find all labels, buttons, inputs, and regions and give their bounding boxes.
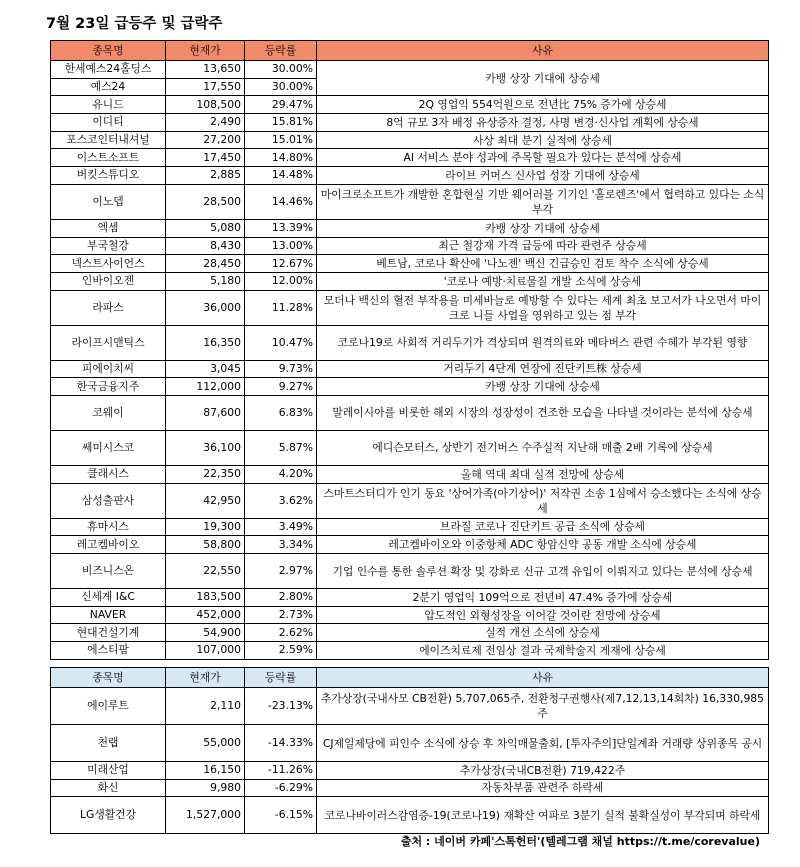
stock-name: 클래시스	[51, 465, 166, 483]
header-price: 현재가	[166, 668, 245, 688]
change-reason: 코로나바이러스감염증-19(코로나19) 재확산 여파로 3분기 실적 불확실성이 부각되며 하락세	[317, 797, 769, 834]
header-name: 종목명	[51, 41, 166, 61]
change-reason: 카뱅 상장 기대에 상승세	[317, 378, 769, 396]
change-rate: 9.27%	[245, 378, 317, 396]
gainers-table	[50, 40, 769, 660]
table-row	[51, 554, 769, 589]
stock-name: 화신	[51, 779, 166, 797]
table-row	[51, 219, 769, 237]
change-rate: 6.83%	[245, 395, 317, 430]
change-rate: 11.28%	[245, 290, 317, 325]
stock-price: 3,045	[166, 360, 245, 378]
change-reason: 실적 개선 소식에 상승세	[317, 624, 769, 642]
stock-price: 27,200	[166, 131, 245, 149]
stock-name: 부국철강	[51, 237, 166, 255]
page-title: 7월 23일 급등주 및 급락주	[46, 16, 223, 32]
table-row	[51, 624, 769, 642]
table-row	[51, 430, 769, 465]
change-rate: 4.20%	[245, 465, 317, 483]
header-rate: 등락률	[245, 41, 317, 61]
stock-name: 레고켐바이오	[51, 536, 166, 554]
change-reason: CJ제일제당에 피인수 소식에 상승 후 차익매물출회, [투자주의]단일계좌 거래량 상위종목 공시	[317, 725, 769, 762]
change-rate: 14.48%	[245, 167, 317, 185]
stock-name: 라파스	[51, 290, 166, 325]
change-reason: 에디슨모터스, 상반기 전기버스 수주실적 지난해 매출 2배 기록에 상승세	[317, 430, 769, 465]
change-reason: 에이즈치료제 전임상 결과 국제학술지 게재에 상승세	[317, 642, 769, 660]
change-reason: 올해 역대 최대 실적 전망에 상승세	[317, 465, 769, 483]
stock-price: 28,500	[166, 184, 245, 219]
change-rate: -6.15%	[245, 797, 317, 834]
stock-price: 19,300	[166, 518, 245, 536]
stock-price: 183,500	[166, 589, 245, 607]
stock-price: 55,000	[166, 725, 245, 762]
table-row	[51, 167, 769, 185]
change-reason: 2분기 영업익 109억으로 전년비 47.4% 증가에 상승세	[317, 589, 769, 607]
stock-name: 휴마시스	[51, 518, 166, 536]
change-rate: 14.46%	[245, 184, 317, 219]
stock-price: 108,500	[166, 96, 245, 114]
change-reason: 기업 인수를 통한 솔루션 확장 및 강화로 신규 고객 유입이 이뤄지고 있다는 분석에 상승세	[317, 554, 769, 589]
stock-price: 1,527,000	[166, 797, 245, 834]
change-rate: -14.33%	[245, 725, 317, 762]
change-reason: 카뱅 상장 기대에 상승세	[317, 61, 769, 96]
change-rate: 10.47%	[245, 325, 317, 360]
change-reason: 베트남, 코로나 확산에 '나노젠' 백신 긴급승인 검토 착수 소식에 상승세	[317, 255, 769, 273]
change-reason: 추가상장(국내CB전환) 719,422주	[317, 762, 769, 780]
table-row	[51, 96, 769, 114]
change-rate: 30.00%	[245, 61, 317, 79]
stock-name: 이노뎁	[51, 184, 166, 219]
change-rate: -6.29%	[245, 779, 317, 797]
stock-price: 5,080	[166, 219, 245, 237]
table-row	[51, 536, 769, 554]
stock-price: 9,980	[166, 779, 245, 797]
stock-price: 452,000	[166, 606, 245, 624]
change-reason: AI 서비스 분야 성과에 주목할 필요가 있다는 분석에 상승세	[317, 149, 769, 167]
table-row	[51, 237, 769, 255]
stock-name: 포스코인터내셔널	[51, 131, 166, 149]
stock-price: 58,800	[166, 536, 245, 554]
losers-table	[50, 667, 769, 834]
change-reason: 라이브 커머스 신사업 성장 기대에 상승세	[317, 167, 769, 185]
change-reason: 2Q 영업익 554억원으로 전년比 75% 증가에 상승세	[317, 96, 769, 114]
table-row	[51, 325, 769, 360]
stock-price: 2,110	[166, 688, 245, 725]
stock-price: 87,600	[166, 395, 245, 430]
change-rate: 12.00%	[245, 272, 317, 290]
change-reason: 최근 철강재 가격 급등에 따라 관련주 상승세	[317, 237, 769, 255]
change-rate: 15.01%	[245, 131, 317, 149]
stock-price: 17,450	[166, 149, 245, 167]
change-rate: 29.47%	[245, 96, 317, 114]
stock-name: 천랩	[51, 725, 166, 762]
table-row	[51, 589, 769, 607]
change-reason: '코로나 예방·치료물질 개발 소식에 상승세	[317, 272, 769, 290]
stock-price: 16,350	[166, 325, 245, 360]
stock-name: 넥스트사이언스	[51, 255, 166, 273]
change-rate: 9.73%	[245, 360, 317, 378]
table-row	[51, 688, 769, 725]
change-reason: 브라질 코로나 진단키트 공급 소식에 상승세	[317, 518, 769, 536]
change-reason: 자동차부품 관련주 하락세	[317, 779, 769, 797]
stock-price: 22,550	[166, 554, 245, 589]
stock-name: 인바이오젠	[51, 272, 166, 290]
change-reason: 스마트스터디가 인기 동요 '상어가족(아기상어)' 저작권 소송 1심에서 승소했다는 소식에 상승세	[317, 483, 769, 518]
table-row	[51, 465, 769, 483]
stock-name: 에스티팜	[51, 642, 166, 660]
table-row	[51, 184, 769, 219]
stock-price: 2,490	[166, 114, 245, 132]
change-rate: 2.59%	[245, 642, 317, 660]
stock-price: 22,350	[166, 465, 245, 483]
source-note: 출처 : 네이버 카페'스톡헌터'(텔레그램 채널 https://t.me/corevalue)	[400, 835, 760, 848]
change-reason: 추가상장(국내사모 CB전환) 5,707,065주, 전환청구권행사(제7,12,13,14회차) 16,330,985주	[317, 688, 769, 725]
table-row	[51, 131, 769, 149]
stock-name: NAVER	[51, 606, 166, 624]
stock-name: 한국금융지주	[51, 378, 166, 396]
change-rate: 13.00%	[245, 237, 317, 255]
stock-price: 8,430	[166, 237, 245, 255]
change-rate: 2.62%	[245, 624, 317, 642]
table-row	[51, 483, 769, 518]
stock-name: 라이프시맨틱스	[51, 325, 166, 360]
table-row	[51, 61, 769, 79]
stock-name: LG생활건강	[51, 797, 166, 834]
stock-price: 112,000	[166, 378, 245, 396]
stock-name: 유니드	[51, 96, 166, 114]
table-row	[51, 272, 769, 290]
change-reason: 마이크로소프트가 개발한 혼합현실 기반 웨어러블 기기인 '홀로렌즈'에서 협력하고 있다는 소식 부각	[317, 184, 769, 219]
stock-name: 예스24	[51, 78, 166, 96]
stock-price: 36,100	[166, 430, 245, 465]
change-rate: 5.87%	[245, 430, 317, 465]
change-rate: 3.34%	[245, 536, 317, 554]
stock-name: 코웨이	[51, 395, 166, 430]
stock-name: 현대건설기계	[51, 624, 166, 642]
stock-price: 5,180	[166, 272, 245, 290]
stock-name: 삼성출판사	[51, 483, 166, 518]
header-rate: 등락률	[245, 668, 317, 688]
stock-price: 107,000	[166, 642, 245, 660]
table-row	[51, 255, 769, 273]
change-rate: 30.00%	[245, 78, 317, 96]
change-rate: -23.13%	[245, 688, 317, 725]
table-row	[51, 395, 769, 430]
gainers-header-row	[51, 41, 769, 61]
stock-price: 54,900	[166, 624, 245, 642]
change-rate: 12.67%	[245, 255, 317, 273]
stock-price: 2,885	[166, 167, 245, 185]
change-rate: 2.73%	[245, 606, 317, 624]
change-rate: -11.26%	[245, 762, 317, 780]
table-row	[51, 642, 769, 660]
table-row	[51, 378, 769, 396]
stock-name: 비즈니스온	[51, 554, 166, 589]
stock-name: 이디티	[51, 114, 166, 132]
stock-price: 17,550	[166, 78, 245, 96]
stock-price: 36,000	[166, 290, 245, 325]
table-row	[51, 360, 769, 378]
stock-name: 신세계 I&C	[51, 589, 166, 607]
change-reason: 레고켐바이오와 이중항체 ADC 항암신약 공동 개발 소식에 상승세	[317, 536, 769, 554]
change-rate: 13.39%	[245, 219, 317, 237]
losers-header-row	[51, 668, 769, 688]
stock-price: 28,450	[166, 255, 245, 273]
stock-name: 미래산업	[51, 762, 166, 780]
change-reason: 카뱅 상장 기대에 상승세	[317, 219, 769, 237]
change-reason: 거리두기 4단계 연장에 진단키트株 상승세	[317, 360, 769, 378]
change-reason: 압도적인 외형성장을 이어갈 것이란 전망에 상승세	[317, 606, 769, 624]
table-row	[51, 290, 769, 325]
stock-name: 한세예스24홀딩스	[51, 61, 166, 79]
stock-name: 버킷스튜디오	[51, 167, 166, 185]
stock-price: 16,150	[166, 762, 245, 780]
stock-name: 피에이치씨	[51, 360, 166, 378]
stock-name: 쎄미시스코	[51, 430, 166, 465]
change-rate: 3.62%	[245, 483, 317, 518]
change-rate: 15.81%	[245, 114, 317, 132]
table-row	[51, 779, 769, 797]
stock-price: 13,650	[166, 61, 245, 79]
stock-name: 이스트소프트	[51, 149, 166, 167]
change-rate: 2.80%	[245, 589, 317, 607]
header-price: 현재가	[166, 41, 245, 61]
change-reason: 코로나19로 사회적 거리두기가 격상되며 원격의료와 메타버스 관련 수혜가 부각된 영향	[317, 325, 769, 360]
change-reason: 말레이시아를 비롯한 해외 시장의 성장성이 견조한 모습을 나타낼 것이라는 분석에 상승세	[317, 395, 769, 430]
header-reason: 사유	[317, 41, 769, 61]
stock-name: 엑셈	[51, 219, 166, 237]
table-row	[51, 725, 769, 762]
table-row	[51, 149, 769, 167]
stock-price: 42,950	[166, 483, 245, 518]
change-reason: 8억 규모 3자 배정 유상증자 결정, 사명 변경·신사업 계획에 상승세	[317, 114, 769, 132]
change-rate: 2.97%	[245, 554, 317, 589]
stock-name: 에이루트	[51, 688, 166, 725]
header-reason: 사유	[317, 668, 769, 688]
change-reason: 모더나 백신의 혈전 부작용을 미세바늘로 예방할 수 있다는 세계 최초 보고서가 나오면서 마이크로 니들 사업을 영위하고 있는 점 부각	[317, 290, 769, 325]
table-row	[51, 114, 769, 132]
table-row	[51, 518, 769, 536]
table-row	[51, 762, 769, 780]
change-rate: 14.80%	[245, 149, 317, 167]
change-rate: 3.49%	[245, 518, 317, 536]
table-row	[51, 606, 769, 624]
table-row	[51, 797, 769, 834]
header-name: 종목명	[51, 668, 166, 688]
change-reason: 사상 최대 분기 실적에 상승세	[317, 131, 769, 149]
